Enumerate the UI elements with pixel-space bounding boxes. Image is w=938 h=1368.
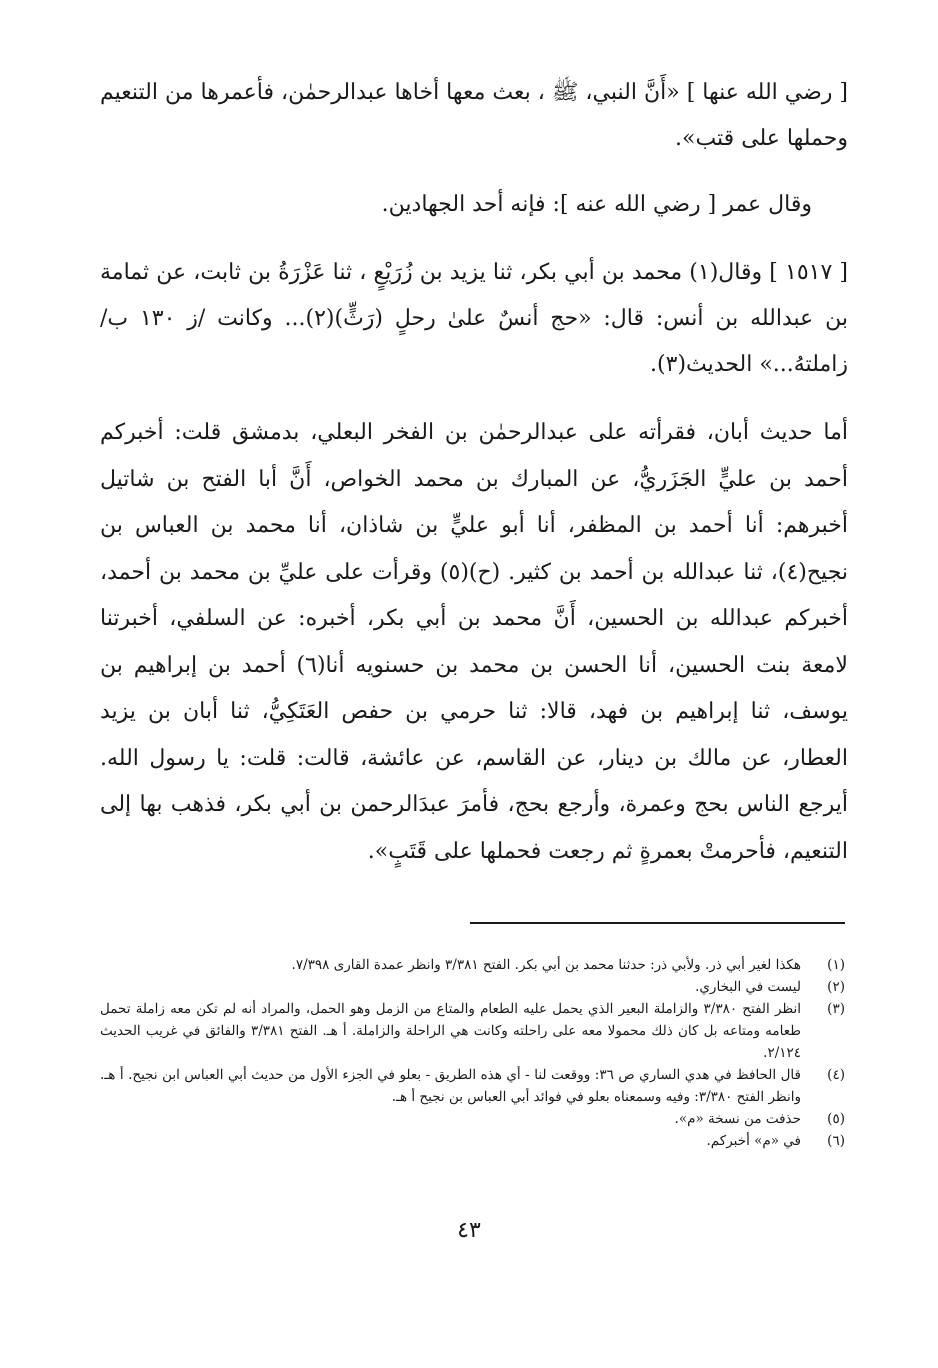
footnote-number: (٤) (827, 1067, 845, 1083)
paragraph-hadith-aisha-intro: [ رضي الله عنها ] «أَنَّ النبي، ﷺ ، بعث معها أخاها عبدالرحمٰن، فأعمرها من التنعيم وحملها على قتب». (100, 80, 848, 151)
footnote-5 (100, 1108, 845, 1130)
main-text (100, 70, 848, 875)
footnote-text: هكذا لغير أبي ذر. ولأبي ذر: حدثنا محمد بن أبي بكر. الفتح ٣/٣٨١ وانظر عمدة القارى ٧/٣٩٨. (291, 957, 801, 973)
footnote-text: قال الحافظ في هدي الساري ص ٣٦: ووقعت لنا - أي هذه الطريق - بعلو في الجزء الأول من حديث أبي العباس ابن نجيح. أ هـ. وانظر الفتح ٣/٣٨٠: وفيه وسمعناه بعلو في فوائد أبي العباس بن نجيح أ هـ. (100, 1067, 802, 1105)
footnote-separator (470, 922, 845, 924)
footnote-number: (٢) (827, 979, 845, 995)
footnote-6 (100, 1130, 845, 1152)
footnote-number: (٣) (827, 1001, 845, 1017)
footnotes (100, 954, 845, 1152)
footnote-text: حذفت من نسخة «م». (674, 1111, 801, 1127)
footnote-text: انظر الفتح ٣/٣٨٠ والزاملة البعير الذي يحمل عليه الطعام والمتاع من الزمل وهو الحمل، والمراد أنه لم تكن معه زاملة تحمل طعامه ومتاعه بل كان ذلك محمولا معه على راحلته وكانت هي الراحلة والزاملة. أ هـ. الفتح ٣/٣٨١ والفائق في غريب الحديث ٢/١٢٤. (100, 1001, 801, 1061)
paragraph-hadith-1517: [ ١٥١٧ ] وقال(١) محمد بن أبي بكر، ثنا يزيد بن زُرَيْعٍ ، ثنا عَزْرَةُ بن ثابت، عن ثمامة بن عبدالله بن أنس: قال: «حج أنسٌ علىٰ رحلٍ (رَثٍّ)(٢)... وكانت /ز ١٣٠ ب/ زاملتهُ...» الحديث(٣). (100, 260, 848, 377)
footnote-3 (100, 998, 845, 1064)
footnote-number: (٥) (827, 1111, 845, 1127)
paragraph-umar-quote: وقال عمر [ رضي الله عنه ]: فإنه أحد الجهادين. (381, 192, 812, 217)
paragraph-isnad-aban: أما حديث أبان، فقرأته على عبدالرحمٰن بن الفخر البعلي، بدمشق قلت: أخبركم أحمد بن عليٍّ الجَزَريُّ، عن المبارك بن محمد الخواص، أَنَّ أبا الفتح بن شاتيل أخبرهم: أنا أحمد بن المظفر، أنا أبو عليٍّ بن شاذان، أنا محمد بن العباس بن نجيح(٤)، ثنا عبدالله بن أحمد بن كثير. (ح)(٥) وقرأت على عليِّ بن محمد بن أحمد، أخبركم عبدالله بن الحسين، أَنَّ محمد بن أبي بكر، أخبره: عن السلفي، أخبرتنا لامعة بنت الحسين، أنا الحسن بن محمد بن حسنويه أنا(٦) أحمد بن إبراهيم بن يوسف، ثنا إبراهيم بن فهد، قالا: ثنا حرمي بن حفص العَتَكِيُّ، ثنا أبان بن يزيد العطار، عن مالك بن دينار، عن القاسم، عن عائشة، قالت: قلت: يا رسول الله. أيرجع الناس بحج وعمرة، وأرجع بحج، فأمرَ عبدَالرحمن بن أبي بكر، فذهب بها إلى التنعيم، فأحرمتْ بعمرةٍ ثم رجعت فحملها على قَتَبٍ». (100, 420, 849, 864)
footnote-number: (١) (827, 957, 845, 973)
footnote-text: ليست في البخاري. (695, 979, 801, 995)
footnote-number: (٦) (827, 1133, 845, 1149)
footnote-2 (100, 976, 845, 998)
footnote-text: في «م» أخبركم. (706, 1133, 801, 1149)
page-number: ٤٣ (457, 1218, 481, 1243)
footnote-1 (100, 954, 845, 976)
footnote-4 (100, 1064, 845, 1108)
